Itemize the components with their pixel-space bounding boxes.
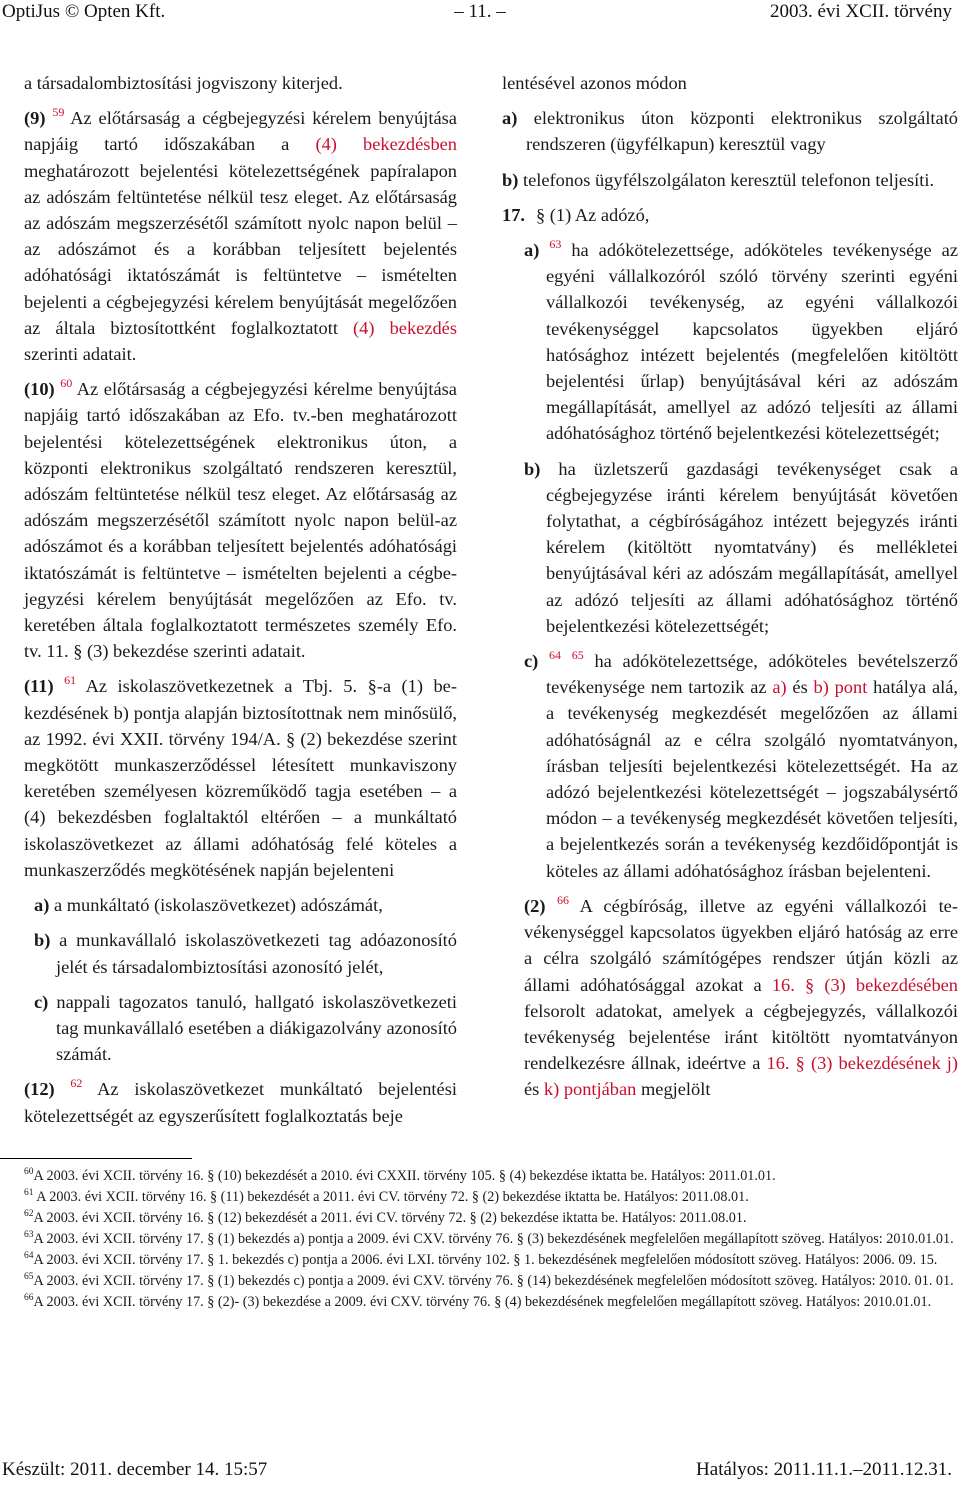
- footnote-ref[interactable]: 60: [60, 376, 73, 391]
- footnote-ref[interactable]: 66: [557, 892, 570, 907]
- footer-created: Készült: 2011. december 14. 15:57: [2, 1459, 268, 1480]
- footnote: $^{65}$A 2003. évi XCII. törvény 17. § (1) bekezdés c) pontja a 2009. évi CXV. törvény 76. § (14) bekezdésének megfelelően módosított szöveg. Hatályos: 2010. 01. 01.: [24, 1272, 954, 1289]
- paragraph-number: (11): [24, 676, 54, 697]
- continued-text: a társadalombiztosítási jogviszony kiterjed.: [24, 73, 343, 93]
- footnote-divider: [0, 1158, 192, 1159]
- cross-ref-link[interactable]: 16. § (3) bekezdésében: [771, 974, 959, 995]
- list-item: b) a munkavállaló iskolaszövetkezeti tag adóazonosító jelét és társadalombiztosítási azonosító jelét,: [34, 930, 457, 977]
- list-item: b) ha üzletszerű gazdasági tevékenységet csak a cégbejegyzése iránti kérelem benyújtását követően folytathat, a cégbíróságához intézett bejegyzés iránti kérelem (kitöltött nyomtatvány) és mellékletei benyújtásával kéri az adószám megállapítását, amellyel az adózó teljesíti az állami adóhatósághoz történő bejelentkezési kötelezettségét;: [524, 458, 958, 636]
- footnotes: [2, 1166, 958, 1313]
- page-footer: [0, 1458, 960, 1486]
- section-number: 17.: [502, 204, 525, 225]
- cross-ref-link[interactable]: b) pont: [813, 677, 868, 698]
- list-item: c) nappali tagozatos tanuló, hallgató iskolaszövetkezeti tag munkavállaló esetében a diákigazolvány azonosító számát.: [34, 991, 457, 1065]
- section-lead: § (1) Az adózó,: [536, 204, 650, 225]
- continued-text: lentésével azonos módon: [502, 73, 687, 93]
- footnote: $^{64}$A 2003. évi XCII. törvény 17. § 1. bekezdés c) pontja a 2006. évi LXI. törvény 102. § 1. bekezdésének megfelelően módosított szöveg. Hatályos: 2006. 09. 15.: [24, 1251, 938, 1268]
- paragraph-12: (12) $^{62}$ Az iskolaszövetkezet munkáltató bejelentési kötelezettségét az egyszerűsített foglalkoztatás beje: [24, 1076, 457, 1126]
- list-item: a) $^{63}$ ha adókötelezettsége, adóköteles tevékenysége az egyéni vállalkozóról szóló törvény szerinti egyéni vállalkozói tevékenység, az egyéni vállalkozói tevékenységgel kapcsolatos ügyekben eljáró hatósághoz intézett bejelentés (megfelelően kitöltött bejelentési űrlap) benyújtásával kéri az adószám megállapítását, amellyel az adózó teljesíti az állami adóhatósághoz történő bejelentkezési kötelezettségét;: [524, 237, 958, 444]
- footer-validity: Hatályos: 2011.11.1.–2011.12.31.: [696, 1459, 952, 1480]
- footnote: $^{60}$A 2003. évi XCII. törvény 16. § (10) bekezdését a 2010. évi CXXII. törvény 105. § (4) bekezdése iktatta be. Hatályos: 2011.01.01.: [24, 1167, 776, 1184]
- list-item: a) elektronikus úton központi elektronikus szolgáltató rendszeren (ügyfélkapun) keresztül vagy: [502, 108, 959, 155]
- footnote-ref[interactable]: 65: [571, 648, 584, 663]
- paragraph-number: (10): [24, 379, 55, 400]
- footnote: $^{61}$ A 2003. évi XCII. törvény 16. § (11) bekezdését a 2011. évi CV. törvény 72. § (2) bekezdése iktatta be. Hatályos: 2011.08.01.: [24, 1188, 749, 1205]
- list-item: a) a munkáltató (iskolaszövetkezet) adószámát,: [34, 895, 383, 916]
- footnote: $^{63}$A 2003. évi XCII. törvény 17. § (1) bekezdés a) pontja a 2009. évi CXV. törvény 76. § (3) bekezdésének megfelelően megállapított szöveg. Hatályos: 2010.01.01.: [24, 1230, 954, 1247]
- header-publisher: OptiJus © Opten Kft.: [2, 1, 166, 22]
- footnote: $^{62}$A 2003. évi XCII. törvény 16. § (12) bekezdését a 2011. évi CV. törvény 72. § (2) bekezdése iktatta be. Hatályos: 2011.08.01.: [24, 1209, 747, 1226]
- footnote-ref[interactable]: 59: [52, 105, 65, 120]
- footnote-ref[interactable]: 62: [70, 1076, 83, 1091]
- paragraph-number: (9): [24, 108, 46, 129]
- paragraph-11-items: [24, 892, 457, 1067]
- paragraph-number: (2): [524, 895, 546, 916]
- cross-ref-link[interactable]: (4) bekezdésben: [315, 134, 458, 155]
- left-column: [24, 70, 457, 1129]
- section-17-paragraph-2: (2) $^{66}$ A cégbíróság, illetve az egyéni vállalkozói tevékenységgel kapcsolatos ügyekben eljáró hatóság az erre a célra szolgáló számítógépes rendszer útján közli az állami adóhatósággal azokat a 16. § (3) bekezdésében felsorolt adatokat, amelyek a cégbejegyzés, vállalkozói tevékenység bejelentése iránt kitöltött nyomtatványon rendelkezésre állnak, ideértve a 16. § (3) bekezdésének j) és k) pontjában megjelölt: [524, 892, 959, 1100]
- footnote-ref[interactable]: 61: [64, 673, 77, 688]
- footnote-ref[interactable]: 64: [549, 648, 562, 663]
- footnote-ref[interactable]: 63: [549, 237, 562, 252]
- section-17-items: [502, 237, 958, 884]
- right-column: [502, 70, 958, 1103]
- list-item: b) telefonos ügyfélszolgálaton keresztül telefonon teljesíti.: [502, 169, 935, 190]
- section-17-heading: [502, 202, 958, 228]
- cross-ref-link[interactable]: a): [772, 677, 787, 698]
- cross-ref-link[interactable]: (4) bekezdés: [353, 317, 457, 338]
- paragraph-10: (10) $^{60}$ Az előtársaság a cégbejegyzési kérelme benyújtása napjáig tartó időszakában az Efo. tv.-ben meghatározott bejelentési kötelezettségének elektronikus úton, a központi elektronikus szolgáltató rendszeren keresztül, adószám feltüntetése nélkül tesz eleget. Az előtársaság az adószám megszerzésétől számított nyolc napon belül-az adószámot és a korábban teljesített bejelentés adóhatósági iktatószámát is feltüntetve – ismételten bejelenti a cégbejegyzési kérelem benyújtását megelőzően az Efo. tv. keretében általa foglalkoztatott természetes személy Efo. tv. 11. § (3) bekezdése szerinti adatait.: [24, 376, 457, 662]
- paragraph-number: (12): [24, 1079, 55, 1100]
- cross-ref-link[interactable]: k) pontjában: [543, 1079, 637, 1100]
- header-law-title: 2003. évi XCII. törvény: [769, 1, 952, 22]
- cross-ref-link[interactable]: 16. § (3) bekezdésének j): [766, 1053, 958, 1074]
- header-page-number: – 11. –: [454, 1, 506, 22]
- list-item: c) $^{64}$ $^{65}$ ha adókötelezettsége, adóköteles bevételszerző tevékenysége nem tartozik az a) és b) pont hatálya alá, a tevékenység megkezdését megelőzően az állami adóhatóságnál az e célra szolgáló nyomtatványon, írásban teljesíti bejelentkezési kötelezettségét. Ha az adózó bejelentkezési kötelezettségét – jogszabálysértő módon – a tevékenység megkezdését követően teljesíti, a bejelentkezés során a tevékenység kezdőidőpontját is köteles az állami adóhatósághoz írásban bejelenteni.: [524, 648, 958, 881]
- paragraph-9: (9) $^{59}$ Az előtársaság a cégbejegyzési kérelem benyújtása napjáig tartó időszakában a (4) bekezdésben meghatározott bejelentési kötelezettségének papíralapon az adószám feltüntetése nélkül tesz eleget. Az előtársaság az adószám megszerzésétől számított nyolc napon belül – az adószámot és a korábban teljesített bejelentés adóhatósági iktatószámát is feltüntetve – ismételten bejelenti a cégbejegyzési kérelem benyújtását megelőzően az általa biztosítottként foglalkoztatott (4) bekezdés szerinti adatait.: [24, 105, 458, 365]
- page-header: [0, 0, 960, 28]
- paragraph-11: (11) $^{61}$ Az iskolaszövetkezetnek a Tbj. 5. §-a (1) bekezdésének b) pontja alapján biztosítottnak nem minősülő, az 1992. évi XXII. törvény 194/A. § (2) bekezdése szerint megkötött munkaszerződéssel létesített munkaviszony keretében személyesen közreműködő tagja esetében – a (4) bekezdésben foglaltaktól eltérően – a munkáltató iskolaszövetkezet az állami adóhatóság felé köteles a munkaszerződés megkötésének napján bejelenteni: [24, 673, 457, 880]
- footnote: $^{66}$A 2003. évi XCII. törvény 17. § (2)- (3) bekezdése a 2009. évi CXV. törvény 76. § (4) bekezdésének megfelelően megállapított szöveg. Hatályos: 2010.01.01.: [24, 1293, 932, 1310]
